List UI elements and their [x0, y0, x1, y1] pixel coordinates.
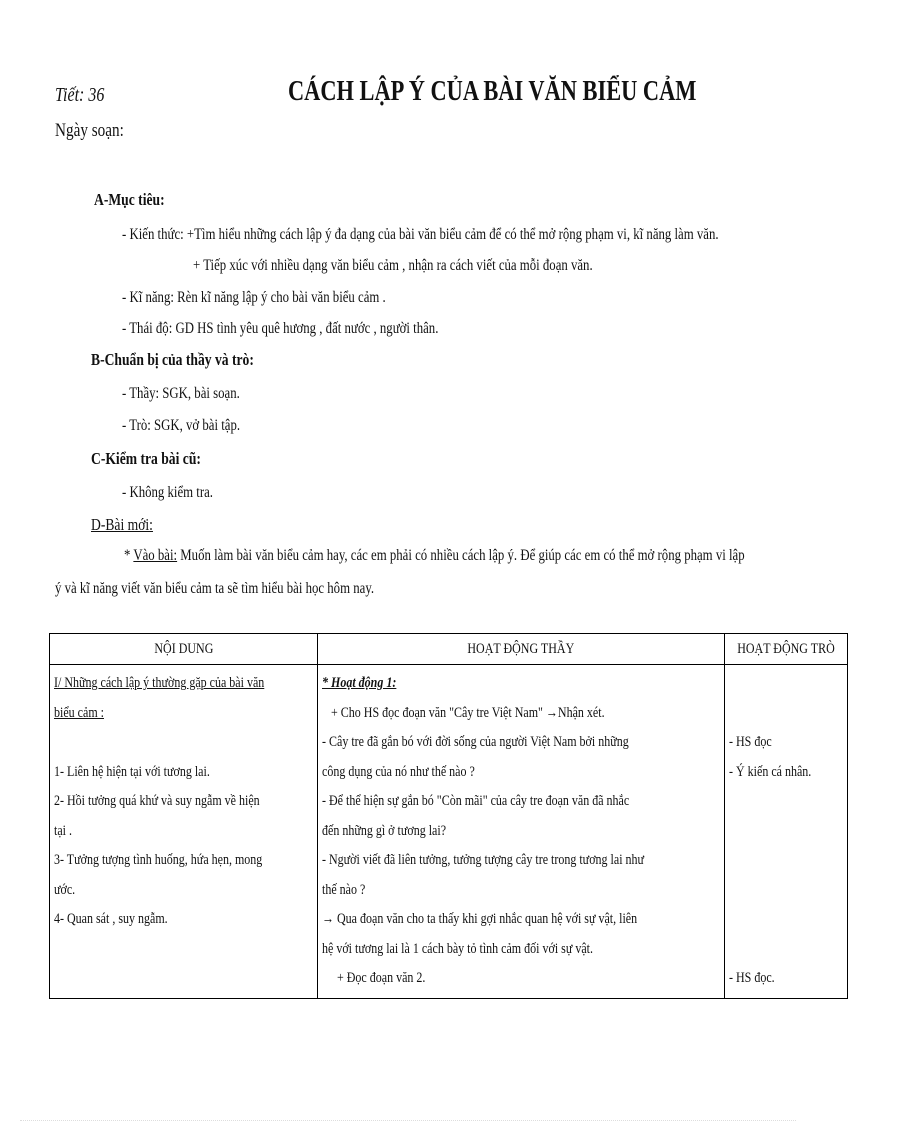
- prep-student: - Trò: SGK, vở bài tập.: [122, 417, 241, 434]
- teacher-line: → Qua đoạn văn cho ta thấy khi gợi nhắc quan hệ với sự vật, liên: [321, 911, 637, 927]
- header-content: NỘI DUNG: [50, 634, 318, 665]
- content-line: [50, 964, 317, 994]
- table-header-row: [50, 634, 848, 665]
- objective-knowledge-1: - Kiến thức: +Tìm hiểu những cách lập ý đa dạng của bài văn biểu cảm để có thể mở rộng phạm vi, kĩ năng làm văn.: [122, 226, 719, 243]
- content-cell: [50, 665, 318, 999]
- content-line: 3- Tưởng tượng tình huống, hứa hẹn, mong: [54, 852, 263, 868]
- student-line: - Ý kiến cá nhân.: [729, 763, 812, 780]
- lesson-number: Tiết: 36: [55, 84, 105, 106]
- prep-date-label: Ngày soạn:: [55, 120, 124, 141]
- teacher-line: * Hoạt động 1:: [321, 675, 397, 691]
- prep-teacher: - Thầy: SGK, bài soạn.: [122, 385, 240, 402]
- student-line: [725, 935, 847, 965]
- content-line: biểu cảm :: [54, 704, 104, 721]
- objective-knowledge-2: + Tiếp xúc với nhiều dạng văn biểu cảm , nhận ra cách viết của mỗi đoạn văn.: [193, 257, 593, 274]
- content-line: 2- Hồi tưởng quá khứ và suy ngẫm về hiện: [54, 793, 260, 809]
- content-line: [50, 935, 317, 965]
- student-line: - HS đọc: [729, 734, 773, 750]
- student-line: [725, 669, 847, 699]
- teacher-line: hệ với tương lai là 1 cách bày tỏ tình cảm đối với sự vật.: [321, 940, 593, 957]
- student-line: [725, 817, 847, 847]
- content-line: tại .: [54, 822, 72, 839]
- content-line: 4- Quan sát , suy ngẫm.: [54, 911, 168, 927]
- review-line: - Không kiểm tra.: [122, 484, 213, 501]
- section-d-heading: D-Bài mới:: [91, 515, 153, 534]
- student-line: [725, 787, 847, 817]
- intro-line-1: * Vào bài: Muốn làm bài văn biểu cảm hay, các em phải có nhiều cách lập ý. Để giúp các em có thể mở rộng phạm vi lập: [124, 547, 745, 564]
- teacher-line: thế nào ?: [321, 881, 366, 898]
- objective-attitude: - Thái độ: GD HS tình yêu quê hương , đất nước , người thân.: [122, 320, 439, 337]
- student-line: [725, 905, 847, 935]
- student-line: [725, 846, 847, 876]
- page-title: CÁCH LẬP Ý CỦA BÀI VĂN BIỂU CẢM: [288, 76, 697, 107]
- teacher-line: + Cho HS đọc đoạn văn "Cây tre Việt Nam" →Nhận xét.: [321, 704, 605, 721]
- student-activity-cell: [725, 665, 848, 999]
- teacher-line: - Để thể hiện sự gắn bó "Còn mãi" của cây tre đoạn văn đã nhắc: [321, 793, 630, 809]
- objective-skill: - Kĩ năng: Rèn kĩ năng lập ý cho bài văn biểu cảm .: [122, 289, 386, 306]
- intro-label: Vào bài:: [133, 547, 178, 564]
- lesson-table: [49, 633, 848, 999]
- section-b-heading: B-Chuẩn bị của thầy và trò:: [91, 350, 254, 369]
- teacher-line: - Người viết đã liên tưởng, tưởng tượng cây tre trong tương lai như: [321, 852, 644, 868]
- table-row: [50, 665, 848, 999]
- teacher-line: đến những gì ở tương lai?: [321, 822, 446, 839]
- teacher-activity-cell: [317, 665, 725, 999]
- page-bottom-divider: [20, 1120, 796, 1122]
- intro-line-2: ý và kĩ năng viết văn biểu cảm ta sẽ tìm hiểu bài học hôm nay.: [55, 580, 375, 597]
- header-teacher-activity: HOẠT ĐỘNG THẦY: [317, 634, 725, 665]
- teacher-line: + Đọc đoạn văn 2.: [321, 970, 426, 986]
- section-a-heading: A-Mục tiêu:: [94, 190, 165, 209]
- content-line: I/ Những cách lập ý thường gặp của bài văn: [54, 675, 265, 691]
- teacher-line: công dụng của nó như thế nào ?: [321, 763, 475, 780]
- header-student-activity: HOẠT ĐỘNG TRÒ: [725, 634, 848, 665]
- student-line: [725, 699, 847, 729]
- student-line: - HS đọc.: [729, 970, 776, 986]
- section-c-heading: C-Kiểm tra bài cũ:: [91, 449, 201, 468]
- content-line: [50, 728, 317, 758]
- content-line: 1- Liên hệ hiện tại với tương lai.: [54, 763, 210, 780]
- student-line: [725, 876, 847, 906]
- content-line: ước.: [54, 881, 76, 898]
- teacher-line: - Cây tre đã gắn bó với đời sống của người Việt Nam bởi những: [321, 734, 629, 750]
